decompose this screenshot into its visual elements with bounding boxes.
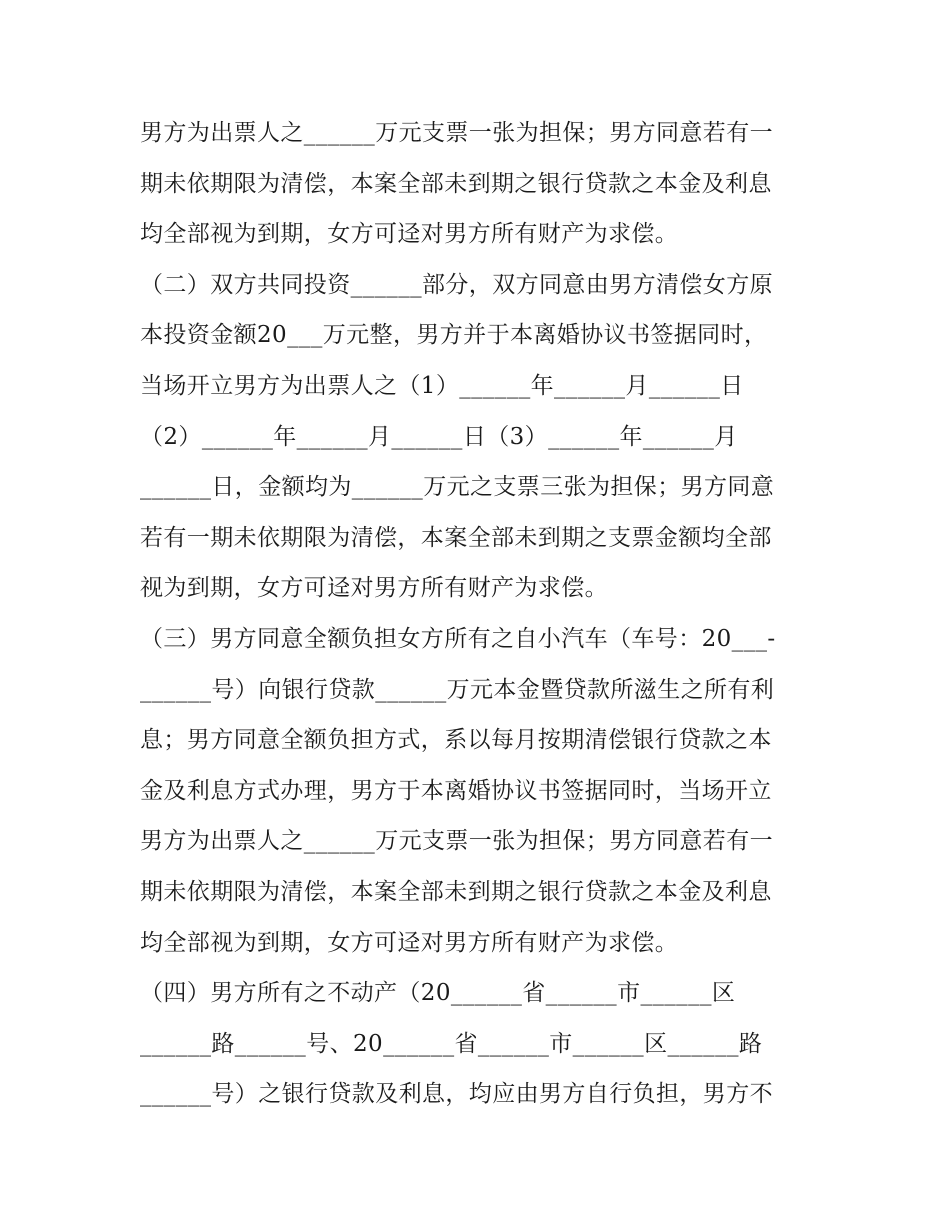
text-line: 均全部视为到期，女方可迳对男方所有财产为求偿。	[140, 929, 679, 956]
text-line: （2）______年______月______日（3）______年______月	[140, 423, 738, 450]
text-line: 若有一期未依期限为清偿，本案全部未到期之支票金额均全部	[140, 524, 772, 551]
text-line: （四）男方所有之不动产（20______省______市______区	[140, 980, 736, 1007]
text-line: 期未依期限为清偿，本案全部未到期之银行贷款之本金及利息	[140, 170, 772, 197]
text-line: 男方为出票人之______万元支票一张为担保；男方同意若有一	[140, 828, 773, 855]
text-line: ______号）向银行贷款______万元本金暨贷款所滋生之所有利	[140, 676, 775, 703]
text-line: ______号）之银行贷款及利息，均应由男方自行负担，男方不	[140, 1081, 773, 1108]
text-line: ______路______号、20______省______市______区______路	[140, 1030, 763, 1057]
text-line: 男方为出票人之______万元支票一张为担保；男方同意若有一	[140, 120, 773, 146]
document-body	[140, 108, 830, 1120]
text-line: 均全部视为到期，女方可迳对男方所有财产为求偿。	[140, 221, 679, 248]
text-line: （三）男方同意全额负担女方所有之自小汽车（车号：20___-	[140, 625, 776, 652]
text-line: 息；男方同意全额负担方式，系以每月按期清偿银行贷款之本	[140, 727, 772, 754]
text-line: ______日，金额均为______万元之支票三张为担保；男方同意	[140, 474, 775, 501]
text-line: 本投资金额20___万元整，男方并于本离婚协议书签据同时，	[140, 322, 768, 349]
text-line: 视为到期，女方可迳对男方所有财产为求偿。	[140, 575, 608, 602]
text-line: 期未依期限为清偿，本案全部未到期之银行贷款之本金及利息	[140, 878, 772, 905]
text-line: 金及利息方式办理，男方于本离婚协议书签据同时，当场开立	[140, 777, 772, 804]
text-line: （二）双方共同投资______部分，双方同意由男方清偿女方原	[140, 271, 773, 298]
text-line: 当场开立男方为出票人之（1）______年______月______日	[140, 372, 744, 399]
